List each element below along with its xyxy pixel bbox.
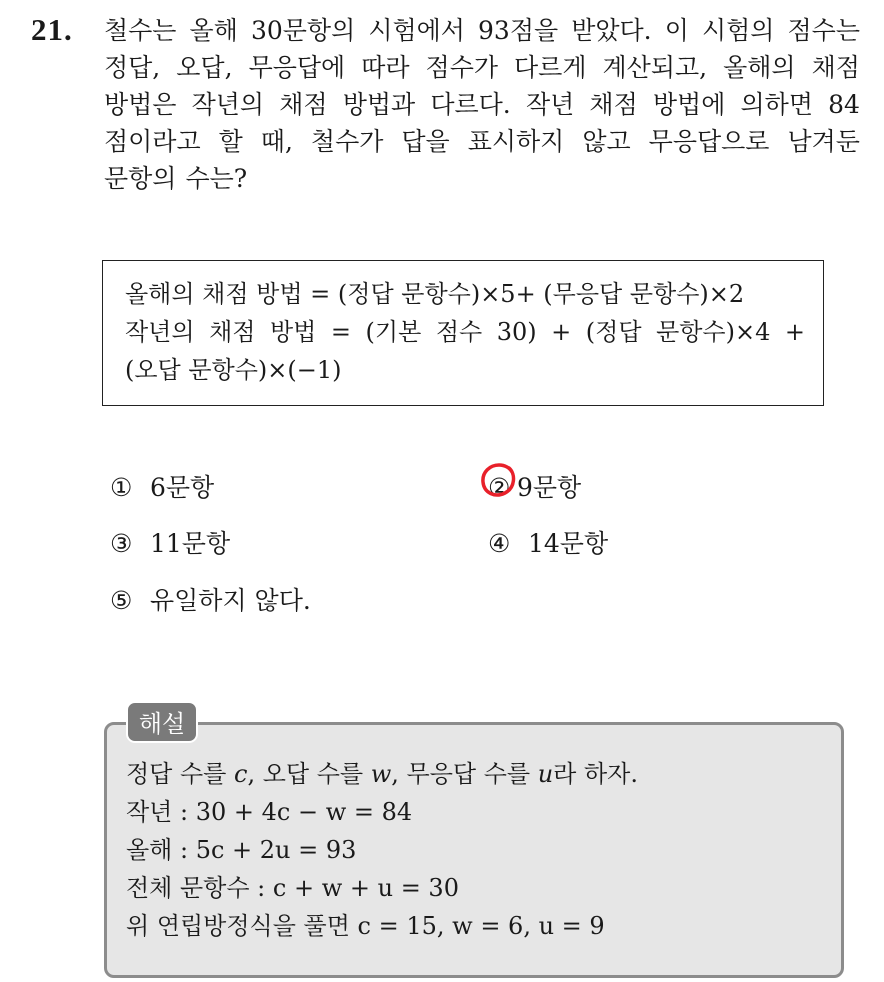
question-word: 방법과: [342, 90, 416, 119]
solution-text: , 오답 수를: [247, 760, 371, 788]
question-word: 작년: [525, 90, 575, 119]
question-number: 21.: [31, 12, 73, 47]
rule-word: 점수: [435, 318, 483, 346]
rule-word: =: [330, 318, 352, 346]
question-word: 올해의: [723, 53, 796, 82]
question-word: 계산되고,: [602, 53, 708, 82]
choice-1-text: 6문항: [150, 473, 215, 502]
rule-word: (기본: [365, 318, 422, 346]
question-word: 않고: [582, 127, 631, 156]
rule-word: 방법: [270, 318, 317, 346]
choice-4[interactable]: [488, 524, 608, 564]
question-word: 방법은: [104, 90, 177, 119]
question-word: 시험의: [701, 16, 775, 45]
selected-answer-circle: [480, 462, 516, 498]
question-word: 다르다.: [430, 90, 511, 119]
choice-1[interactable]: [110, 468, 214, 508]
question-line: [104, 123, 860, 160]
question-word: 오답,: [176, 53, 233, 82]
question-word: 점수는: [787, 16, 860, 45]
question-word: 84: [828, 90, 860, 119]
solution-text: 정답 수를: [126, 760, 234, 788]
variable-u: u: [537, 760, 554, 788]
question-line: [104, 49, 860, 86]
question-word: 채점: [811, 53, 860, 82]
question-word: 이: [664, 16, 689, 45]
choice-2-marker: ②: [488, 473, 511, 502]
question-word: 무응답으로: [648, 127, 770, 156]
choice-3-marker: ③: [110, 529, 133, 558]
solution-tab-label: 해설: [126, 701, 198, 743]
question-word: 의하면: [740, 90, 813, 119]
solution-line-this-year: 올해 : 5c + 2u = 93: [126, 836, 357, 864]
question-word: 점수가: [425, 53, 498, 82]
rule-word: (정답: [585, 318, 642, 346]
rule-word: 작년의: [125, 318, 195, 346]
question-word: 올해: [189, 16, 238, 45]
rule-word: +: [551, 318, 572, 346]
solution-line-result: 위 연립방정식을 풀면 c = 15, w = 6, u = 9: [126, 912, 605, 940]
question-word: 무응답에: [248, 53, 346, 82]
rule-word: +: [784, 318, 805, 346]
choice-5[interactable]: [110, 581, 311, 621]
question-line: [104, 12, 860, 49]
question-word: 문항의: [104, 164, 177, 193]
rule-word: 채점: [209, 318, 256, 346]
scoring-rule-box: [102, 260, 824, 406]
rule-last-year-continued: (오답 문항수)×(−1): [125, 356, 342, 384]
choice-1-marker: ①: [110, 473, 133, 502]
question-word: 시험에서: [368, 16, 465, 45]
question-word: 채점: [279, 90, 328, 119]
choice-3[interactable]: [110, 524, 230, 564]
rule-this-year: 올해의 채점 방법 = (정답 문항수)×5+ (무응답 문항수)×2: [125, 280, 745, 308]
question-word: 답을: [401, 127, 450, 156]
question-word: 작년의: [191, 90, 265, 119]
question-word: 표시하지: [467, 127, 565, 156]
rule-word: 문항수)×4: [656, 318, 771, 346]
question-word: 수는?: [185, 164, 248, 193]
question-word: 남겨둔: [787, 127, 860, 156]
question-word: 받았다.: [571, 16, 652, 45]
question-line: [104, 86, 860, 123]
question-word: 할: [218, 127, 243, 156]
question-word: 30문항의: [250, 16, 356, 45]
question-word: 따라: [361, 53, 410, 82]
rule-word: 30): [496, 318, 537, 346]
question-line: [104, 160, 860, 197]
choice-5-text: 유일하지 않다.: [150, 586, 311, 615]
solution-text: 라 하자.: [553, 760, 638, 788]
question-word: 철수가: [310, 127, 384, 156]
question-word: 점이라고: [104, 127, 201, 156]
variable-c: c: [234, 760, 248, 788]
question-word: 다르게: [514, 53, 587, 82]
question-word: 방법에: [652, 90, 726, 119]
solution-line-total: 전체 문항수 : c + w + u = 30: [126, 874, 459, 902]
question-word: 채점: [589, 90, 638, 119]
solution-line-variables: [126, 756, 638, 792]
choice-5-marker: ⑤: [110, 586, 133, 615]
variable-w: w: [370, 760, 392, 788]
choice-2-text: 9문항: [517, 473, 582, 502]
choice-3-text: 11문항: [150, 529, 231, 558]
choice-4-marker: ④: [488, 529, 511, 558]
solution-line-last-year: 작년 : 30 + 4c − w = 84: [126, 798, 413, 826]
question-word: 정답,: [104, 53, 161, 82]
question-stem: [104, 12, 860, 197]
choice-4-text: 14문항: [528, 529, 609, 558]
solution-text: , 무응답 수를: [391, 760, 538, 788]
question-word: 93점을: [478, 16, 559, 45]
question-word: 철수는: [104, 16, 177, 45]
question-word: 때,: [260, 127, 293, 156]
rule-last-year: [125, 314, 805, 350]
